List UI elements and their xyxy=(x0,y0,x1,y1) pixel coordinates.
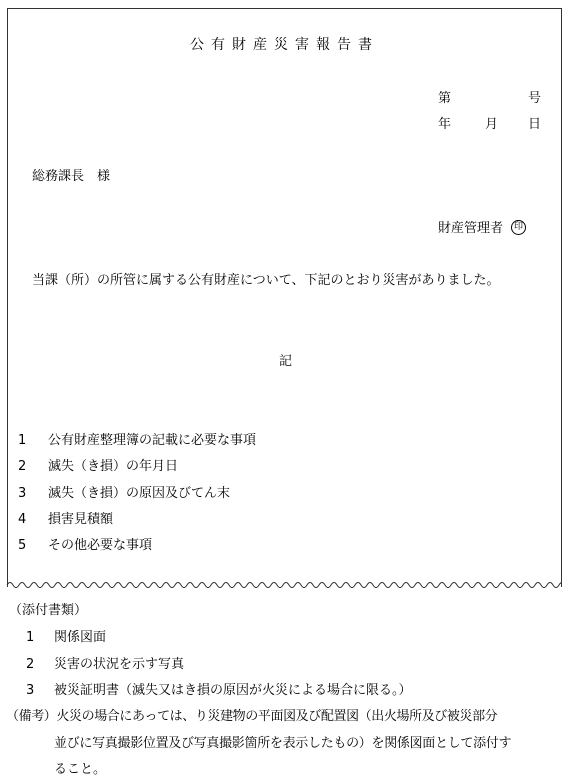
torn-edge-divider xyxy=(6,577,562,591)
remarks-line-1: （備考）火災の場合にあっては、り災建物の平面図及び配置図（出火場所及び被災部分 xyxy=(6,709,498,724)
list-item xyxy=(18,433,256,449)
sender-label: 財産管理者 xyxy=(438,221,504,236)
list-item xyxy=(18,538,152,554)
date-day-label: 日 xyxy=(528,117,542,132)
list-item-number: 5 xyxy=(18,538,27,553)
list-item xyxy=(18,512,113,528)
number-suffix: 号 xyxy=(528,91,542,106)
seal-mark: 印 xyxy=(511,220,526,235)
addressee: 総務課長 様 xyxy=(32,169,111,184)
list-item-number: 1 xyxy=(18,433,27,448)
attachment-number: 1 xyxy=(26,630,35,645)
list-item-text: その他必要な事項 xyxy=(48,538,153,553)
sender-line xyxy=(438,221,526,237)
list-item-text: 公有財産整理簿の記載に必要な事項 xyxy=(48,433,257,448)
list-item-text: 滅失（き損）の原因及びてん末 xyxy=(48,486,231,501)
list-item-number: 2 xyxy=(18,459,27,474)
attachment-text: 災害の状況を示す写真 xyxy=(54,657,185,672)
number-prefix: 第 xyxy=(438,91,452,106)
list-item-text: 損害見積額 xyxy=(48,512,114,527)
attachments-heading: （添付書類） xyxy=(9,603,88,618)
ki-heading: 記 xyxy=(279,354,293,369)
remarks-line-2: 並びに写真撮影位置及び写真撮影箇所を表示したもの）を関係図面として添付す xyxy=(54,736,512,751)
attachment-item xyxy=(26,630,106,646)
attachment-text: 関係図面 xyxy=(54,630,107,645)
form-title: 公有財産災害報告書 xyxy=(190,37,379,53)
attachment-item xyxy=(26,683,412,699)
date-year-label: 年 xyxy=(438,117,452,132)
attachment-number: 2 xyxy=(26,657,35,672)
attachment-number: 3 xyxy=(26,683,35,698)
date-month-label: 月 xyxy=(485,117,499,132)
list-item xyxy=(18,459,178,475)
list-item xyxy=(18,486,230,502)
attachment-item xyxy=(26,657,184,673)
remarks-line-3: ること。 xyxy=(54,762,107,777)
list-item-number: 4 xyxy=(18,512,27,527)
attachment-text: 被災証明書（滅失又はき損の原因が火災による場合に限る。） xyxy=(54,683,412,698)
body-text: 当課（所）の所管に属する公有財産について、下記のとおり災害がありました。 xyxy=(32,273,500,288)
list-item-text: 滅失（き損）の年月日 xyxy=(48,459,179,474)
list-item-number: 3 xyxy=(18,486,27,501)
